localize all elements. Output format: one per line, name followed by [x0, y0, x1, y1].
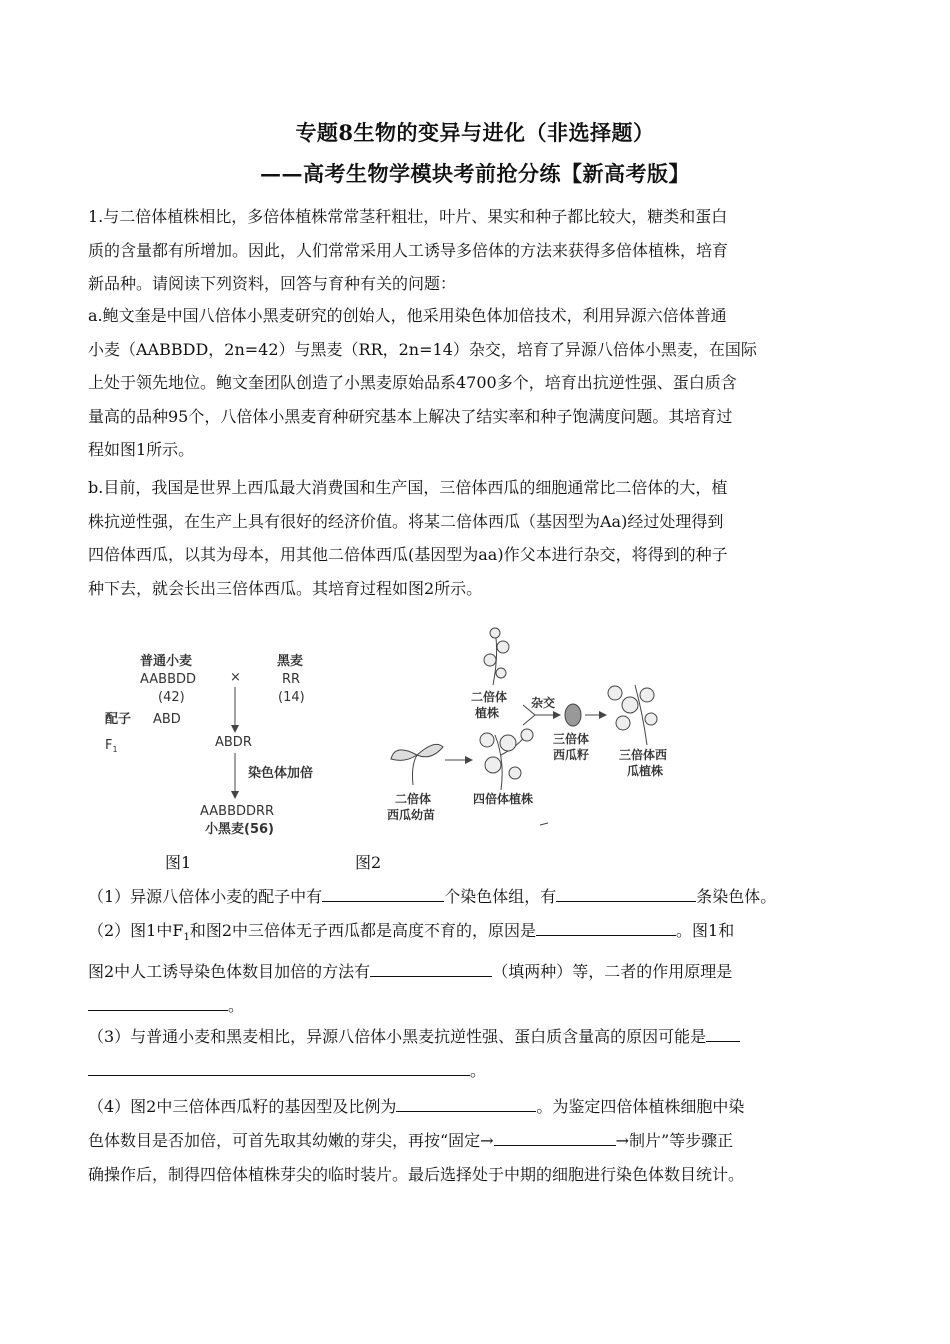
answer-blank[interactable]	[88, 992, 228, 1011]
answer-blank[interactable]	[494, 1127, 616, 1146]
wheat-count: (42)	[158, 690, 185, 705]
q-text: 和图2中三倍体无子西瓜都是高度不育的，原因是	[189, 921, 537, 940]
seedling-label: 二倍体	[395, 792, 432, 806]
text-line: 株抗逆性强，在生产上具有很好的经济价值。将某二倍体西瓜（基因型为Aa)经过处理得到	[88, 511, 724, 531]
seedling-icon	[391, 744, 443, 785]
gamete-label: 配子	[105, 712, 132, 727]
rye-genome: RR	[282, 672, 301, 687]
doubling-label: 染色体加倍	[248, 766, 314, 781]
diploid-plant-icon	[484, 628, 509, 685]
text-line: 新品种。请阅读下列资料，回答与育种有关的问题：	[88, 274, 457, 293]
text-line: 程如图1所示。	[88, 440, 195, 459]
seed-icon	[565, 704, 581, 726]
q-text: 条染色体。	[696, 887, 777, 906]
triploid-label: 三倍体西	[619, 748, 668, 762]
gamete: ABD	[153, 712, 181, 727]
question-1	[88, 880, 888, 914]
material-b	[88, 471, 878, 605]
material-a	[88, 299, 878, 467]
q-text: 个染色体组，有	[444, 887, 557, 906]
q-text: （填两种）等，二者的作用原理是	[492, 962, 733, 982]
q-text: 。	[228, 996, 245, 1016]
diploid-label: 植株	[475, 706, 500, 720]
question-4	[88, 1090, 888, 1192]
q-text: 色体数目是否加倍，可首先取其幼嫩的芽尖，再按“固定→	[88, 1131, 494, 1150]
arrowhead	[231, 791, 239, 799]
seedling-label: 西瓜幼苗	[387, 808, 436, 822]
diploid-label: 二倍体	[471, 690, 508, 704]
subscript: 1	[183, 932, 190, 944]
figure-2-caption: 图2	[355, 853, 382, 872]
answer-blank[interactable]	[556, 883, 696, 902]
seed-label: 西瓜籽	[553, 748, 590, 762]
q-text: （4）图2中三倍体西瓜籽的基因型及比例为	[88, 1097, 397, 1116]
result-name: 小黑麦(56)	[205, 822, 274, 837]
question-1-intro	[88, 200, 878, 301]
wheat-name: 普通小麦	[140, 654, 193, 669]
text-line: 四倍体西瓜，以其为母本，用其他二倍体西瓜(基因型为aa)作父本进行杂交，将得到的种子	[88, 545, 728, 564]
text-line: 上处于领先地位。鲍文奎团队创造了小黑麦原始品系4700多个，培育出抗逆性强、蛋白质含	[88, 373, 737, 392]
answer-blank[interactable]	[396, 1093, 536, 1112]
tetraploid-label: 四倍体植株	[473, 792, 534, 806]
q-text: （3）与普通小麦和黑麦相比，异源八倍体小黑麦抗逆性强、蛋白质含量高的原因可能是	[88, 1027, 707, 1046]
result-genome: AABBDDRR	[200, 804, 275, 819]
q-text: （2）图1中F	[88, 921, 184, 940]
rye-count: (14)	[278, 690, 305, 705]
q-text: 图2中人工诱导染色体数目加倍的方法有	[88, 962, 371, 982]
q-text: 。为鉴定四倍体植株细胞中染	[536, 1097, 745, 1116]
q-text: 。	[470, 1061, 487, 1080]
text-line: a.鲍文奎是中国八倍体小黑麦研究的创始人，他采用染色体加倍技术，利用异源六倍体普通	[88, 306, 727, 325]
figure-2-diagram	[387, 628, 667, 825]
answer-blank[interactable]	[322, 883, 444, 902]
cross-label: 杂交	[531, 696, 556, 710]
answer-blank[interactable]	[706, 1023, 740, 1042]
title-line-1: 专题8生物的变异与进化（非选择题）	[295, 120, 655, 145]
figures	[95, 615, 875, 885]
tetraploid-plant-icon	[480, 729, 533, 790]
text-line: b.目前，我国是世界上西瓜最大消费国和生产国，三倍体西瓜的细胞通常比二倍体的大，植	[88, 478, 728, 497]
text-line: 种下去，就会长出三倍体西瓜。其培育过程如图2所示。	[88, 578, 483, 598]
f1-label: $F_1$	[105, 738, 118, 754]
seed-label: 三倍体	[553, 732, 590, 746]
text-line: 1.与二倍体植株相比，多倍体植株常常茎秆粗壮，叶片、果实和种子都比较大，糖类和蛋白	[88, 207, 728, 226]
triploid-label: 瓜植株	[627, 764, 664, 778]
text-line: 质的含量都有所增加。因此，人们常常采用人工诱导多倍体的方法来获得多倍体植株，培育	[88, 240, 729, 260]
arrowhead	[553, 711, 561, 719]
question-2	[88, 914, 888, 1023]
text-line: 量高的品种95个，八倍体小黑麦育种研究基本上解决了结实率和种子饱满度问题。其培育过	[88, 406, 733, 426]
answer-blank[interactable]	[536, 917, 676, 936]
figure-1-diagram	[105, 653, 313, 837]
wheat-genome: AABBDD	[140, 672, 197, 687]
q-text: 确操作后，制得四倍体植株芽尖的临时装片。最后选择处于中期的细胞进行染色体数目统计。	[88, 1165, 745, 1184]
q-text: （1）异源八倍体小麦的配子中有	[88, 887, 323, 906]
hybrid: ABDR	[215, 735, 252, 750]
answer-blank[interactable]	[370, 958, 492, 977]
figure-1-caption: 图1	[165, 853, 192, 872]
question-3	[88, 1020, 888, 1088]
arrowhead	[465, 756, 473, 764]
arrowhead	[599, 711, 607, 719]
rye-name: 黑麦	[277, 654, 304, 669]
tick-mark	[540, 823, 548, 825]
arrowhead	[231, 725, 239, 733]
q-text: 。图1和	[676, 921, 735, 940]
answer-blank[interactable]	[88, 1057, 470, 1076]
title-line-2: ——高考生物学模块考前抢分练【新高考版】	[260, 161, 690, 186]
text-line: 小麦（AABBDD，2n=42）与黑麦（RR，2n=14）杂交，培育了异源八倍体小黑麦，在国际	[88, 339, 757, 359]
cross-symbol: ×	[230, 670, 241, 685]
q-text: →制片”等步骤正	[615, 1131, 734, 1150]
triploid-plant-icon	[608, 685, 657, 745]
